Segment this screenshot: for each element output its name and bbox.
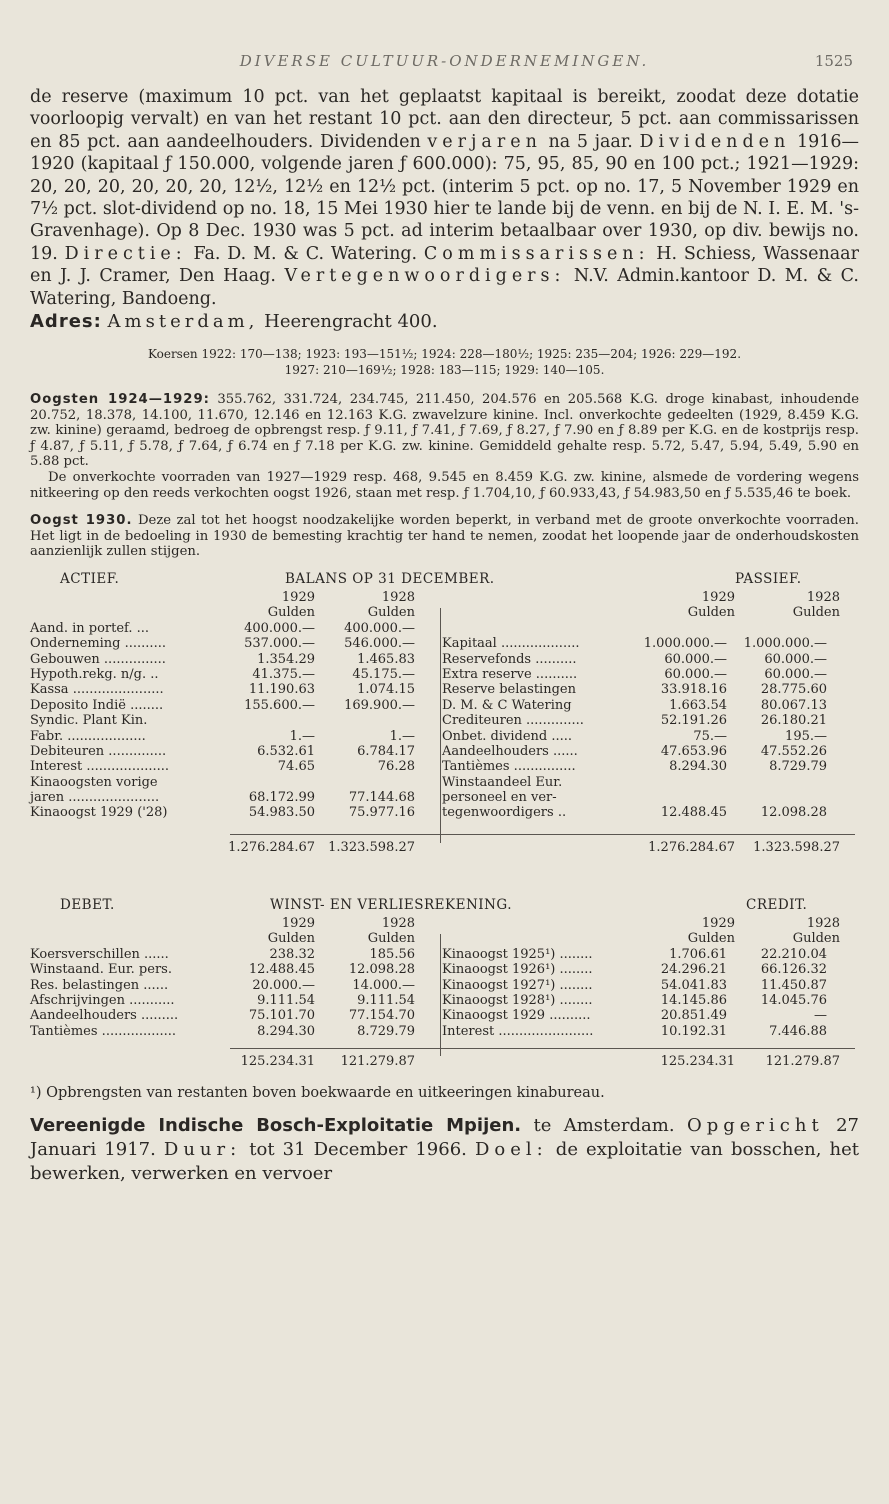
pl-totals: 125.234.31 121.279.87 125.234.31 121.279.87 bbox=[240, 1054, 840, 1069]
actief-row bbox=[30, 759, 430, 774]
debet-row-value-1928: 77.154.70 bbox=[348, 1008, 415, 1024]
koersen-line-2: 1927: 210—169½; 1928: 183—115; 1929: 140—105. bbox=[284, 363, 605, 378]
passief-row-value-1929: 75.— bbox=[693, 728, 727, 744]
passief-row-label: Onbet. dividend ..... bbox=[442, 728, 573, 744]
actief-row-label: jaren ...................... bbox=[30, 790, 160, 806]
oogsten-label: Oogsten 1924—1929: bbox=[30, 392, 210, 408]
actief-row-value-1928: 1.074.15 bbox=[357, 682, 415, 698]
passief-row bbox=[442, 775, 857, 790]
pl-body bbox=[30, 947, 859, 1047]
actief-row-label: Fabr. ................... bbox=[30, 728, 146, 744]
actief-rows bbox=[30, 621, 430, 821]
actief-row bbox=[30, 805, 430, 820]
passief-row-value-1928: 26.180.21 bbox=[760, 713, 827, 729]
actief-row-value-1929: 155.600.— bbox=[244, 697, 315, 713]
balance-years-row: 1929 1928 1929 1928 bbox=[281, 590, 840, 605]
passief-row-value-1928: 60.000.— bbox=[764, 651, 827, 667]
actief-row-label: Aand. in portef. ... bbox=[30, 620, 150, 636]
directie-term: Directie: bbox=[64, 243, 187, 264]
debet-heading: DEBET. bbox=[60, 897, 115, 913]
actief-row-value-1928: 77.144.68 bbox=[348, 790, 415, 806]
koersen-line-1: Koersen 1922: 170—138; 1923: 193—151½; 1924: 228—180½; 1925: 235—204; 1926: 229—192. bbox=[147, 347, 742, 362]
passief-row-label: Reservefonds .......... bbox=[442, 651, 577, 667]
passief-row-label: Kapitaal ................... bbox=[442, 636, 580, 652]
credit-row-value-1928: — bbox=[814, 1008, 827, 1024]
credit-row bbox=[442, 993, 857, 1008]
credit-row bbox=[442, 1008, 857, 1023]
balance-body bbox=[30, 621, 859, 831]
actief-row-value-1928: 75.977.16 bbox=[348, 805, 415, 821]
actief-row-value-1929: 54.983.50 bbox=[248, 805, 315, 821]
passief-row-value-1928: 47.552.26 bbox=[760, 743, 827, 759]
passief-row-label: Crediteuren .............. bbox=[442, 713, 584, 729]
running-title: DIVERSE CULTUUR-ONDERNEMINGEN. bbox=[239, 52, 650, 70]
debet-row-value-1929: 20.000.— bbox=[252, 977, 315, 993]
passief-row bbox=[442, 744, 857, 759]
credit-row-value-1928: 14.045.76 bbox=[760, 992, 827, 1008]
actief-row-value-1928: 6.784.17 bbox=[357, 743, 415, 759]
passief-row-value-1929: 12.488.45 bbox=[660, 805, 727, 821]
commissarissen-term: Commissarissen: bbox=[423, 243, 650, 264]
debet-row bbox=[30, 962, 430, 977]
debet-row-label: Aandeelhouders ......... bbox=[30, 1008, 179, 1024]
passief-row bbox=[442, 713, 857, 728]
actief-row-value-1929: 1.— bbox=[289, 728, 315, 744]
passief-row-value-1929: 1.000.000.— bbox=[643, 636, 727, 652]
balance-header bbox=[30, 572, 859, 590]
debet-row-value-1929: 9.111.54 bbox=[257, 992, 315, 1008]
passief-row-value-1929: 8.294.30 bbox=[669, 759, 727, 775]
credit-row-value-1929: 14.145.86 bbox=[660, 992, 727, 1008]
address-label: Adres: bbox=[30, 311, 102, 333]
actief-row-value-1928: 76.28 bbox=[377, 759, 415, 775]
oogst-1930-paragraph: Oogst 1930. Deze zal tot het hoogst noodzakelijke worden beperkt, in verband met de groote onverkochte voorraden. Het ligt in de bedoeling in 1930 de bemesting krachtig ter hand te nemen, zoodat het loopende jaar de onderhoudskosten aanzienlijk zullen stijgen. bbox=[30, 513, 859, 560]
passief-row-value-1929: 52.191.26 bbox=[660, 713, 727, 729]
actief-row-label: Interest .................... bbox=[30, 759, 170, 775]
actief-row-label: Kinaoogsten vorige bbox=[30, 774, 158, 790]
actief-row bbox=[30, 729, 430, 744]
koersen-block bbox=[30, 346, 859, 378]
actief-row-label: Debiteuren .............. bbox=[30, 743, 167, 759]
passief-row bbox=[442, 759, 857, 774]
actief-row bbox=[30, 744, 430, 759]
credit-row bbox=[442, 1024, 857, 1039]
profit-loss-account bbox=[30, 898, 859, 1078]
debet-row-label: Koersverschillen ...... bbox=[30, 946, 169, 962]
actief-row-value-1929: 400.000.— bbox=[244, 620, 315, 636]
credit-row-label: Kinaoogst 1926¹) ........ bbox=[442, 962, 593, 978]
actief-row bbox=[30, 621, 430, 636]
actief-row-value-1929: 1.354.29 bbox=[257, 651, 315, 667]
footnote: ¹) Opbrengsten van restanten boven boekwaarde en uitkeeringen kinabureau. bbox=[30, 1085, 605, 1101]
actief-heading: ACTIEF. bbox=[60, 571, 120, 587]
debet-row-value-1928: 12.098.28 bbox=[348, 962, 415, 978]
voorraden-paragraph: De onverkochte voorraden van 1927—1929 resp. 468, 9.545 en 8.459 K.G. zw. kinine, alsmede de vordering wegens nitkeering op den reeds verkochten oogst 1926, staan met resp. ƒ 1.704,10, ƒ 60.933,43, ƒ 54.983,50 en ƒ 5.535,46 te boek. bbox=[30, 470, 859, 501]
debet-row-label: Afschrijvingen ........... bbox=[30, 992, 175, 1008]
credit-heading: CREDIT. bbox=[746, 897, 808, 913]
passief-row bbox=[442, 652, 857, 667]
credit-row bbox=[442, 947, 857, 962]
credit-row-label: Kinaoogst 1925¹) ........ bbox=[442, 946, 593, 962]
credit-row-value-1929: 10.192.31 bbox=[660, 1023, 727, 1039]
credit-row-value-1928: 11.450.87 bbox=[760, 977, 827, 993]
passief-row bbox=[442, 636, 857, 651]
debet-row bbox=[30, 993, 430, 1008]
passief-row-value-1929: 33.918.16 bbox=[660, 682, 727, 698]
actief-row-value-1928: 169.900.— bbox=[344, 697, 415, 713]
actief-row bbox=[30, 667, 430, 682]
verjaren-term: verjaren bbox=[427, 131, 542, 152]
passief-row-value-1928: 195.— bbox=[785, 728, 827, 744]
balance-sheet bbox=[30, 572, 859, 894]
actief-row bbox=[30, 790, 430, 805]
passief-row-label: D. M. & C Watering bbox=[442, 697, 572, 713]
actief-row-label: Hypoth.rekg. n/g. .. bbox=[30, 666, 159, 682]
passief-row-value-1929: 1.663.54 bbox=[669, 697, 727, 713]
credit-row-label: Kinaoogst 1929 .......... bbox=[442, 1008, 591, 1024]
debet-row-value-1928: 9.111.54 bbox=[357, 992, 415, 1008]
debet-row-value-1928: 14.000.— bbox=[352, 977, 415, 993]
passief-row-value-1928: 12.098.28 bbox=[760, 805, 827, 821]
actief-row-value-1928: 45.175.— bbox=[352, 666, 415, 682]
address-street: Heerengracht 400. bbox=[264, 311, 438, 333]
actief-row-label: Kassa ...................... bbox=[30, 682, 164, 698]
page-number: 1525 bbox=[814, 52, 853, 70]
passief-row bbox=[442, 698, 857, 713]
passief-row-label: Aandeelhouders ...... bbox=[442, 743, 578, 759]
actief-row-value-1929: 537.000.— bbox=[244, 636, 315, 652]
credit-row-value-1929: 54.041.83 bbox=[660, 977, 727, 993]
pl-title: WINST- EN VERLIESREKENING. bbox=[270, 897, 513, 913]
actief-row-value-1928: 1.— bbox=[389, 728, 415, 744]
passief-row bbox=[442, 621, 857, 636]
passief-row-label: personeel en ver- bbox=[442, 790, 557, 806]
debet-row-label: Winstaand. Eur. pers. bbox=[30, 962, 172, 978]
actief-row-label: Onderneming .......... bbox=[30, 636, 166, 652]
passief-row-label: Winstaandeel Eur. bbox=[442, 774, 563, 790]
passief-row-label: Tantièmes ............... bbox=[442, 759, 576, 775]
actief-row-value-1928: 546.000.— bbox=[344, 636, 415, 652]
actief-row bbox=[30, 636, 430, 651]
debet-row-value-1929: 12.488.45 bbox=[248, 962, 315, 978]
pl-header bbox=[30, 898, 859, 916]
actief-row-value-1928: 400.000.— bbox=[344, 620, 415, 636]
actief-row-label: Gebouwen ............... bbox=[30, 651, 166, 667]
actief-row-value-1929: 11.190.63 bbox=[248, 682, 315, 698]
debet-row-value-1929: 238.32 bbox=[269, 946, 315, 962]
passief-row-label: Extra reserve .......... bbox=[442, 666, 578, 682]
address-line bbox=[30, 310, 859, 334]
actief-row bbox=[30, 698, 430, 713]
oogsten-paragraph: Oogsten 1924—1929: 355.762, 331.724, 234.745, 211.450, 204.576 en 205.568 K.G. droge kinabast, inhoudende 20.752, 18.378, 14.100, 11.670, 12.146 en 12.163 K.G. zwavelzure kinine. Incl. onverkochte gedeelten (1929, 8.459 K.G. zw. kinine) geraamd, bedroeg de opbrengst resp. ƒ 9.11, ƒ 7.41, ƒ 7.69, ƒ 8.27, ƒ 7.90 en ƒ 8.89 per K.G. en de kostprijs resp. ƒ 4.87, ƒ 5.11, ƒ 5.78, ƒ 7.64, ƒ 6.74 en ƒ 7.18 per K.G. zw. kinine. Gemiddeld gehalte resp. 5.72, 5.47, 5.94, 5.49, 5.90 en 5.88 pct. bbox=[30, 392, 860, 470]
actief-row-label: Deposito Indië ........ bbox=[30, 697, 164, 713]
balance-unit-row: Gulden Gulden Gulden Gulden bbox=[267, 605, 840, 621]
credit-row-value-1929: 20.851.49 bbox=[660, 1008, 727, 1024]
balance-title: BALANS OP 31 DECEMBER. bbox=[285, 571, 495, 587]
debet-row bbox=[30, 947, 430, 962]
passief-row-value-1928: 60.000.— bbox=[764, 666, 827, 682]
debet-rows bbox=[30, 947, 430, 1039]
credit-row-value-1929: 1.706.61 bbox=[669, 946, 727, 962]
passief-row bbox=[442, 682, 857, 697]
actief-row-value-1929: 41.375.— bbox=[252, 666, 315, 682]
debet-row-value-1928: 8.729.79 bbox=[357, 1023, 415, 1039]
next-company-paragraph: Vereenigde Indische Bosch-Exploitatie Mpijen. te Amsterdam. Opgericht 27 Januari 1917. Duur: tot 31 December 1966. Doel: de exploitatie van bosschen, het bewerken, verwerken en vervoer bbox=[30, 1115, 859, 1184]
actief-row bbox=[30, 713, 430, 728]
dividenden-term: Dividenden bbox=[639, 131, 791, 152]
credit-row-label: Interest ....................... bbox=[442, 1023, 594, 1039]
oogst-1930-label: Oogst 1930. bbox=[30, 513, 133, 529]
actief-row bbox=[30, 652, 430, 667]
debet-row-value-1929: 8.294.30 bbox=[257, 1023, 315, 1039]
credit-row bbox=[442, 978, 857, 993]
actief-row-value-1929: 6.532.61 bbox=[257, 743, 315, 759]
pl-years-row: 1929 1928 1929 1928 bbox=[281, 916, 840, 931]
passief-heading: PASSIEF. bbox=[735, 571, 802, 587]
passief-row-value-1929: 60.000.— bbox=[664, 651, 727, 667]
balance-totals: 1.276.284.67 1.323.598.27 1.276.284.67 1.323.598.27 bbox=[228, 840, 840, 855]
credit-row bbox=[442, 962, 857, 977]
actief-row-label: Kinaoogst 1929 ('28) bbox=[30, 805, 168, 821]
actief-row-label: Syndic. Plant Kin. bbox=[30, 713, 148, 729]
credit-row-label: Kinaoogst 1927¹) ........ bbox=[442, 977, 593, 993]
passief-row-label: tegenwoordigers .. bbox=[442, 805, 567, 821]
pl-unit-row: Gulden Gulden Gulden Gulden bbox=[267, 931, 840, 947]
passief-row-value-1929: 47.653.96 bbox=[660, 743, 727, 759]
passief-rows bbox=[442, 621, 857, 821]
credit-row-value-1928: 66.126.32 bbox=[760, 962, 827, 978]
vertegenwoordigers-term: Vertegenwoordigers: bbox=[284, 266, 566, 287]
intro-paragraph: de reserve (maximum 10 pct. van het geplaatst kapitaal is bereikt, zoodat deze dotatie voorloopig vervalt) en van het restant 10 pct. aan den directeur, 5 pct. aan commissarissen en 85 pct. aan aandeelhouders. Dividenden verjaren na 5 jaar. Dividenden 1916—1920 (kapitaal ƒ 150.000, volgende jaren ƒ 600.000): 75, 95, 85, 90 en 100 pct.; 1921—1929: 20, 20, 20, 20, 20, 20, 12½, 12½ en 12½ pct. (interim 5 pct. op no. 17, 5 November 1929 en 7½ pct. slot-dividend op no. 18, 15 Mei 1930 hier te lande bij de venn. en bij de N. I. E. M. 's-Gravenhage). Op 8 Dec. 1930 was 5 pct. ad interim betaalbaar over 1930, op div. bewijs no. 19. Directie: Fa. D. M. & C. Watering. Commissarissen: H. Schiess, Wassenaar en J. J. Cramer, Den Haag. Vertegenwoordigers: N.V. Admin.kantoor D. M. & C. Watering, Bandoeng. bbox=[30, 87, 859, 309]
passief-row-label: Reserve belastingen bbox=[442, 682, 576, 698]
passief-row-value-1928: 28.775.60 bbox=[760, 682, 827, 698]
passief-row bbox=[442, 790, 857, 805]
passief-row bbox=[442, 805, 857, 820]
credit-row-value-1929: 24.296.21 bbox=[660, 962, 727, 978]
debet-row-label: Tantièmes .................. bbox=[30, 1023, 177, 1039]
actief-row-value-1929: 74.65 bbox=[277, 759, 315, 775]
debet-row-value-1928: 185.56 bbox=[369, 946, 415, 962]
address-city: Amsterdam, bbox=[107, 311, 259, 333]
credit-row-value-1928: 22.210.04 bbox=[760, 946, 827, 962]
actief-row-value-1929: 68.172.99 bbox=[248, 790, 315, 806]
debet-row-label: Res. belastingen ...... bbox=[30, 977, 169, 993]
debet-row bbox=[30, 978, 430, 993]
credit-rows bbox=[442, 947, 857, 1039]
passief-row bbox=[442, 729, 857, 744]
debet-row bbox=[30, 1008, 430, 1023]
passief-row-value-1928: 1.000.000.— bbox=[743, 636, 827, 652]
credit-row-value-1928: 7.446.88 bbox=[769, 1023, 827, 1039]
company-name: Vereenigde Indische Bosch-Exploitatie Mpijen. bbox=[30, 1115, 522, 1136]
debet-row bbox=[30, 1024, 430, 1039]
passief-row-value-1929: 60.000.— bbox=[664, 666, 727, 682]
actief-row bbox=[30, 682, 430, 697]
debet-row-value-1929: 75.101.70 bbox=[248, 1008, 315, 1024]
actief-row-value-1928: 1.465.83 bbox=[357, 651, 415, 667]
passief-row bbox=[442, 667, 857, 682]
credit-row-label: Kinaoogst 1928¹) ........ bbox=[442, 992, 593, 1008]
actief-row bbox=[30, 775, 430, 790]
running-head bbox=[30, 52, 859, 86]
passief-row-value-1928: 8.729.79 bbox=[769, 759, 827, 775]
passief-row-value-1928: 80.067.13 bbox=[760, 697, 827, 713]
